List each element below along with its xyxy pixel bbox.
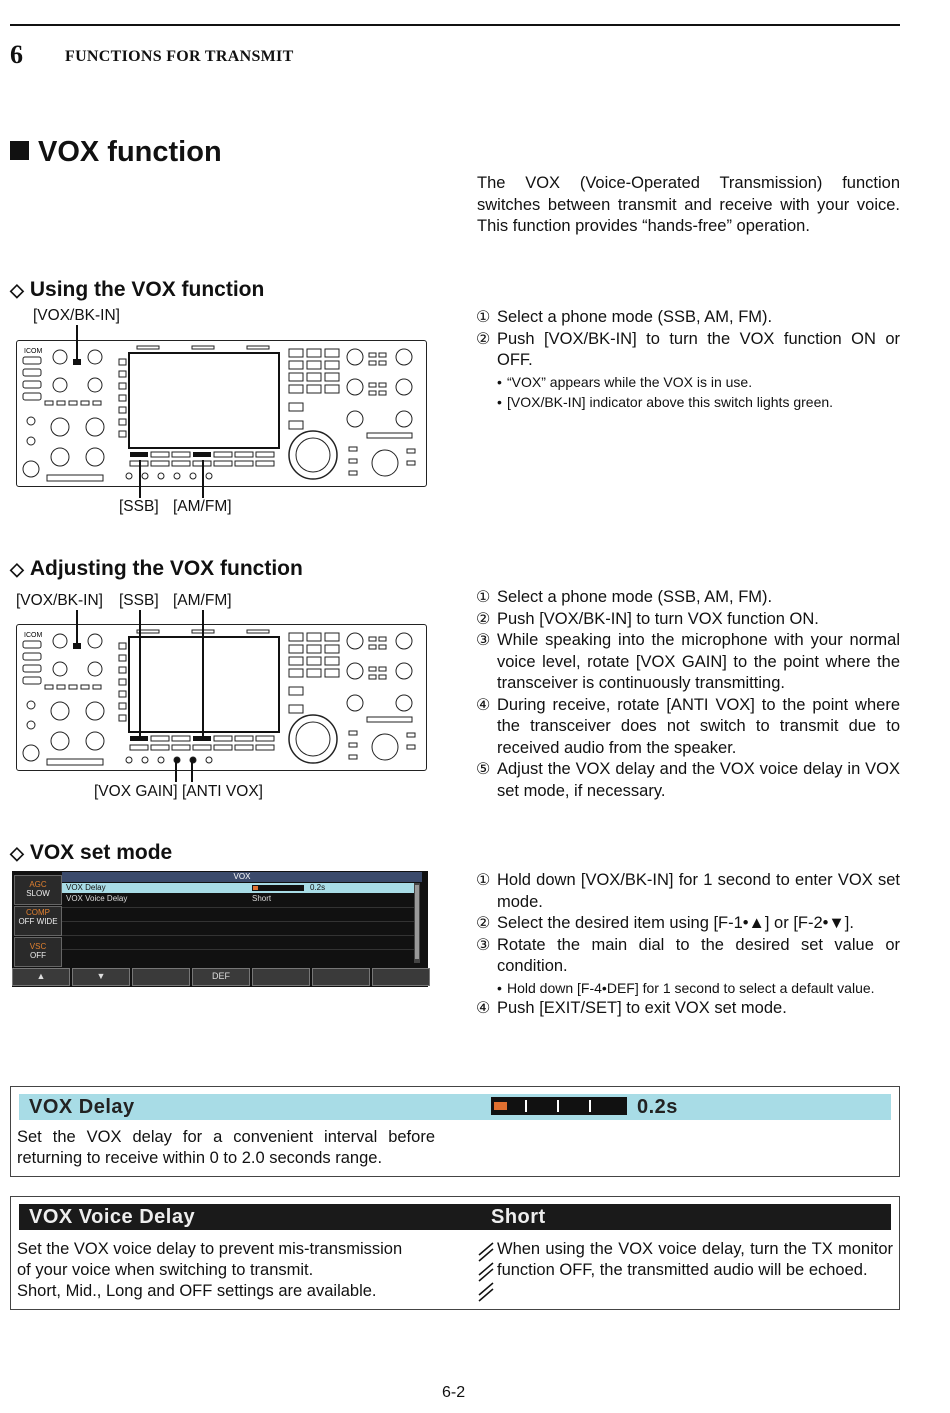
vox-delay-title: VOX Delay	[29, 1096, 135, 1118]
vox-delay-meter	[491, 1097, 627, 1115]
leader-vox-bk-in	[76, 325, 78, 359]
callout-ssb: [SSB]	[119, 498, 159, 515]
vox-delay-row-value: 0.2s	[310, 883, 326, 892]
step-3: ③ While speaking into the microphone with your normal voice level, rotate [VOX GAIN] to the point where the transceiver is continuously transmitting.	[476, 631, 900, 692]
step-1: ① Select a phone mode (SSB, AM, FM).	[476, 308, 773, 326]
transceiver-diagram	[16, 340, 427, 487]
step-2: ② Push [VOX/BK-IN] to turn the VOX function ON or OFF.	[476, 329, 900, 369]
leader-vox-bk-in-2	[76, 610, 78, 643]
comp-button[interactable]: COMP OFF WIDE	[14, 906, 62, 936]
f4-def-key[interactable]: DEF	[192, 968, 250, 986]
setmode-title: ◇ VOX set mode	[10, 841, 173, 864]
callout-anti-vox: [ANTI VOX]	[182, 783, 263, 800]
transceiver-panel-icon	[17, 625, 426, 770]
diamond-icon: ◇	[10, 559, 24, 579]
bullet-1: • “VOX” appears while the VOX is in use.	[497, 373, 753, 390]
section-intro: The VOX (Voice-Operated Transmission) function switches between transmit and receive with your voice. This function provides “hands-free” operation.	[477, 174, 900, 235]
diamond-icon: ◇	[10, 280, 24, 300]
callout-am-fm: [AM/FM]	[173, 498, 232, 515]
callout-ssb-2: [SSB]	[119, 592, 159, 609]
vox-delay-meter-fill	[494, 1102, 507, 1110]
section-title-text: VOX function	[38, 136, 222, 168]
agc-button[interactable]: AGC SLOW	[14, 875, 62, 905]
adjusting-title: ◇ Adjusting the VOX function	[10, 557, 303, 580]
transceiver-panel-icon	[17, 341, 426, 486]
diamond-icon: ◇	[10, 843, 24, 863]
vox-voice-delay-description: Set the VOX voice delay to prevent mis-transmission of your voice when switching to transmit. Short, Mid., Long and OFF settings are available.	[17, 1240, 403, 1300]
callout-vox-gain: [VOX GAIN]	[94, 783, 178, 800]
scrollbar[interactable]	[414, 883, 420, 963]
vox-voice-delay-row[interactable]: VOX Voice Delay	[66, 894, 128, 903]
svg-text:ICOM: ICOM	[24, 632, 43, 639]
chapter-title: FUNCTIONS FOR TRANSMIT	[65, 48, 294, 65]
vox-voice-delay-value: Short	[491, 1206, 546, 1228]
vox-voice-delay-title: VOX Voice Delay	[29, 1206, 196, 1228]
step-1: ① Select a phone mode (SSB, AM, FM).	[476, 588, 773, 606]
leader-ssb-2	[139, 610, 141, 737]
section-title	[10, 136, 222, 169]
f1-up-key[interactable]: ▲	[12, 968, 70, 986]
page-number: 6-2	[442, 1384, 466, 1401]
square-bullet-icon	[10, 141, 29, 160]
leader-am-fm-2	[202, 610, 204, 737]
step-2: ② Push [VOX/BK-IN] to turn VOX function ON.	[476, 609, 819, 628]
vox-voice-delay-note: When using the VOX voice delay, turn the TX monitor function OFF, the transmitted audio will be echoed.	[497, 1240, 893, 1279]
note-hatch-icon	[477, 1241, 495, 1303]
bullet-default: • Hold down [F-4•DEF] for 1 second to select a default value.	[497, 979, 875, 996]
using-steps	[476, 307, 900, 412]
step-4: ④ Push [EXIT/SET] to exit VOX set mode.	[476, 998, 787, 1017]
callout-vox-bk-in: [VOX/BK-IN]	[33, 307, 120, 324]
f3-key[interactable]	[132, 968, 190, 986]
vox-delay-row[interactable]: VOX Delay	[66, 883, 106, 892]
screen-header: VOX	[62, 872, 422, 882]
f2-down-key[interactable]: ▼	[72, 968, 130, 986]
using-title: ◇ Using the VOX function	[10, 278, 265, 301]
step-2: ② Select the desired item using [F-1•▲] or [F-2•▼].	[476, 914, 854, 932]
bullet-2: • [VOX/BK-IN] indicator above this switch lights green.	[497, 393, 834, 410]
step-3: ③ Rotate the main dial to the desired set value or condition.	[476, 935, 900, 975]
vsc-button[interactable]: VSC OFF	[14, 937, 62, 967]
leader-anti-vox	[191, 760, 193, 782]
f6-key[interactable]	[312, 968, 370, 986]
leader-vox-gain	[175, 760, 177, 782]
vox-delay-mini-bar	[252, 885, 304, 891]
header-rule	[10, 24, 900, 26]
f7-key[interactable]	[372, 968, 430, 986]
chapter-number: 6	[10, 40, 23, 69]
step-5: ⑤ Adjust the VOX delay and the VOX voice delay in VOX set mode, if necessary.	[476, 760, 900, 800]
vox-delay-description: Set the VOX delay for a convenient interval before returning to receive within 0 to 2.0 seconds range.	[17, 1128, 435, 1167]
vox-voice-delay-row-value: Short	[252, 894, 272, 903]
vox-voice-delay-bar	[19, 1204, 891, 1230]
leader-am-fm	[202, 460, 204, 498]
leader-ssb	[139, 460, 141, 498]
transceiver-diagram-2	[16, 624, 427, 771]
setmode-steps	[476, 870, 900, 1019]
svg-text:ICOM: ICOM	[24, 348, 43, 355]
adjusting-steps	[476, 587, 900, 802]
vox-delay-value: 0.2s	[637, 1096, 678, 1118]
step-4: ④ During receive, rotate [ANTI VOX] to the point where the transceiver does not switch to transmit due to received audio from the speaker.	[476, 695, 900, 757]
step-1: ① Hold down [VOX/BK-IN] for 1 second to enter VOX set mode.	[476, 871, 900, 911]
vox-delay-bar	[19, 1094, 891, 1120]
f5-key[interactable]	[252, 968, 310, 986]
callout-vox-bk-in-2: [VOX/BK-IN]	[16, 592, 103, 609]
vox-delay-box	[10, 1086, 900, 1177]
callout-am-fm-2: [AM/FM]	[173, 592, 232, 609]
vox-voice-delay-box	[10, 1196, 900, 1310]
